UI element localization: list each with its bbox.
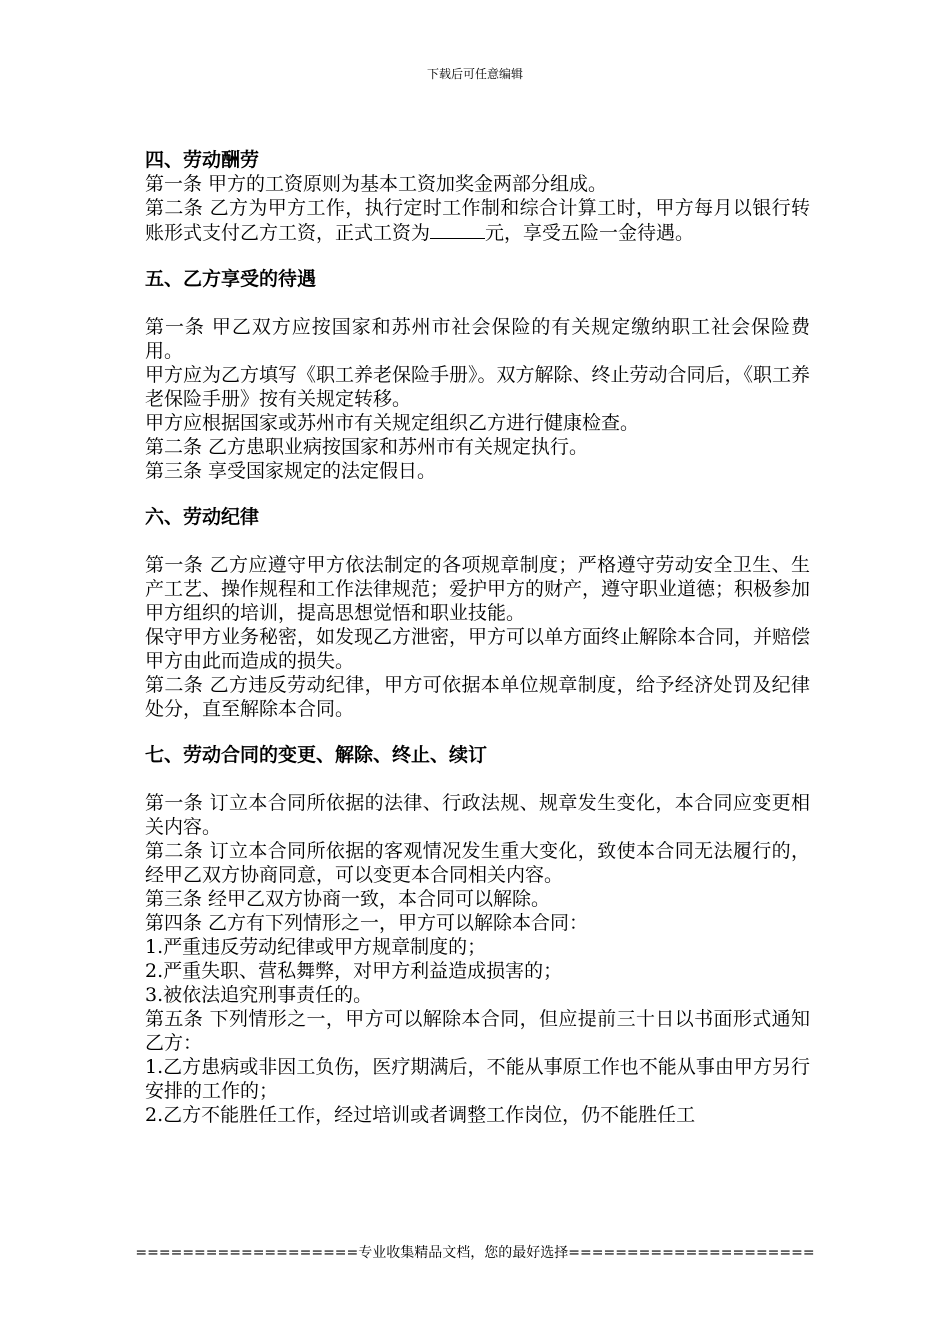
paragraph-text: 第二条 乙方为甲方工作，执行定时工作制和综合计算工时，甲方每月以银行转账形式支付乙方工资，正式工资为 [145,197,810,244]
paragraph: 第二条 订立本合同所依据的客观情况发生重大变化，致使本合同无法履行的，经甲乙双方协商同意，可以变更本合同相关内容。 [145,840,810,886]
section-heading-discipline: 六、劳动纪律 [145,506,260,528]
paragraph-text: 元，享受五险一金待遇。 [485,222,695,244]
document-body [145,148,810,1127]
page-footer: ===================专业收集精品文档，您的最好选择===================== [135,1245,815,1261]
paragraph: 第一条 甲方的工资原则为基本工资加奖金两部分组成。 [145,173,608,195]
list-item: 2.严重失职、营私舞弊，对甲方利益造成损害的； [145,960,563,982]
paragraph: 第二条 乙方患职业病按国家和苏州市有关规定执行。 [145,436,589,458]
paragraph: 第二条 乙方违反劳动纪律，甲方可依据本单位规章制度，给予经济处罚及纪律处分，直至解除本合同。 [145,674,810,720]
paragraph-salary [145,196,810,245]
list-item: 1.乙方患病或非因工负伤，医疗期满后，不能从事原工作也不能从事由甲方另行安排的工作的； [145,1056,810,1102]
paragraph: 第四条 乙方有下列情形之一，甲方可以解除本合同： [145,912,589,934]
section-heading-benefits: 五、乙方享受的待遇 [145,268,317,290]
list-item: 3.被依法追究刑事责任的。 [145,984,373,1006]
paragraph: 第一条 乙方应遵守甲方依法制定的各项规章制度；严格遵守劳动安全卫生、生产工艺、操作规程和工作法律规范；爱护甲方的财产，遵守职业道德；积极参加甲方组织的培训，提高思想觉悟和职业技能。 [145,554,811,624]
paragraph: 保守甲方业务秘密，如发现乙方泄密，甲方可以单方面终止解除本合同，并赔偿甲方由此而造成的损失。 [145,626,811,672]
page-header: 下载后可任意编辑 [426,67,523,81]
paragraph: 第一条 甲乙双方应按国家和苏州市社会保险的有关规定缴纳职工社会保险费用。 [145,316,810,362]
paragraph: 第一条 订立本合同所依据的法律、行政法规、规章发生变化，本合同应变更相关内容。 [145,792,810,838]
paragraph: 第三条 经甲乙双方协商一致，本合同可以解除。 [145,888,551,910]
list-item: 1.严重违反劳动纪律或甲方规章制度的； [145,936,487,958]
paragraph: 甲方应为乙方填写《职工养老保险手册》。双方解除、终止劳动合同后，《职工养老保险手册》按有关规定转移。 [145,364,811,410]
paragraph: 甲方应根据国家或苏州市有关规定组织乙方进行健康检查。 [145,412,640,434]
paragraph: 第三条 享受国家规定的法定假日。 [145,460,437,482]
list-item: 2.乙方不能胜任工作，经过培训或者调整工作岗位，仍不能胜任工 [145,1104,696,1126]
section-heading-contract-changes: 七、劳动合同的变更、解除、终止、续订 [145,744,488,766]
salary-blank-field [430,220,485,239]
section-heading-compensation: 四、劳动酬劳 [145,149,260,171]
paragraph: 第五条 下列情形之一，甲方可以解除本合同，但应提前三十日以书面形式通知乙方： [145,1008,810,1054]
